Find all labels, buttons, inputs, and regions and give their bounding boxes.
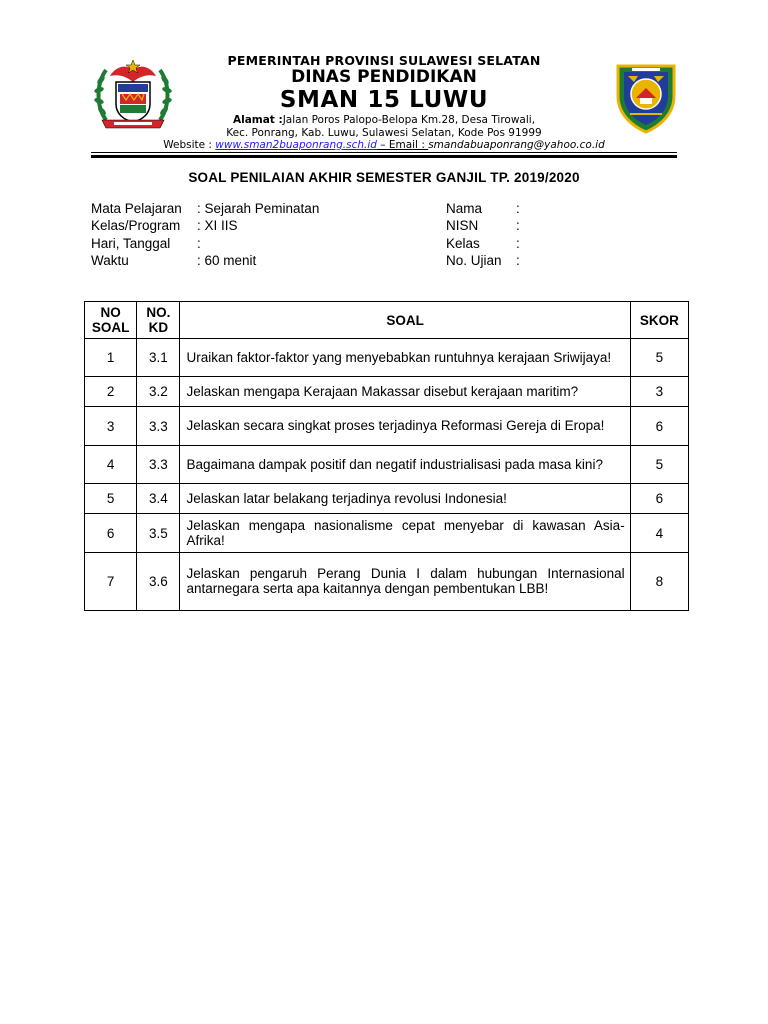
header-soal: SOAL: [180, 302, 630, 339]
cell-no: 6: [85, 514, 137, 553]
info-value: :: [516, 201, 520, 216]
info-value: :: [516, 218, 520, 234]
info-row-date: [91, 235, 319, 252]
address-line: [88, 114, 680, 127]
letterhead-divider-thick: [91, 155, 677, 158]
info-label: Kelas: [446, 235, 480, 251]
info-value: :: [516, 235, 520, 251]
cell-score: 6: [630, 484, 688, 514]
cell-no: 2: [85, 377, 137, 407]
info-value: :: [197, 235, 201, 251]
cell-question: Jelaskan mengapa Kerajaan Makassar disebut kerajaan maritim?: [180, 377, 630, 407]
cell-kd: 3.1: [137, 339, 180, 377]
info-value: : XI IIS: [197, 218, 238, 234]
cell-question: Jelaskan secara singkat proses terjadinya Reformasi Gereja di Eropa!: [180, 407, 630, 446]
cell-score: 6: [630, 407, 688, 446]
cell-question: Bagaimana dampak positif dan negatif industrialisasi pada masa kini?: [180, 446, 630, 484]
cell-question: Uraikan faktor-faktor yang menyebabkan runtuhnya kerajaan Sriwijaya!: [180, 339, 630, 377]
table-row: [85, 377, 689, 407]
info-row-name: [446, 200, 520, 217]
cell-kd: 3.6: [137, 553, 180, 611]
cell-kd: 3.5: [137, 514, 180, 553]
cell-no: 5: [85, 484, 137, 514]
info-row-class: [446, 235, 520, 252]
cell-question: Jelaskan latar belakang terjadinya revolusi Indonesia!: [180, 484, 630, 514]
cell-score: 5: [630, 446, 688, 484]
cell-no: 3: [85, 407, 137, 446]
info-value: :: [516, 252, 520, 268]
info-row-subject: [91, 200, 319, 217]
cell-no: 4: [85, 446, 137, 484]
cell-score: 4: [630, 514, 688, 553]
school-name: SMAN 15 LUWU: [279, 87, 489, 113]
cell-kd: 3.2: [137, 377, 180, 407]
address-line-2: Kec. Ponrang, Kab. Luwu, Sulawesi Selatan, Kode Pos 91999: [226, 126, 542, 139]
info-label: Hari, Tanggal: [91, 235, 171, 251]
header-no-kd: NO. KD: [137, 302, 180, 339]
student-info-left: [91, 200, 319, 269]
table-row: [85, 553, 689, 611]
info-label: Kelas/Program: [91, 218, 181, 234]
email-label: – Email :: [376, 139, 429, 151]
question-table: [84, 301, 689, 611]
table-row: [85, 446, 689, 484]
info-row-duration: [91, 252, 319, 269]
info-label: NISN: [446, 218, 479, 234]
cell-score: 3: [630, 377, 688, 407]
info-label: No. Ujian: [446, 252, 502, 268]
cell-kd: 3.3: [137, 407, 180, 446]
info-row-nisn: [446, 217, 520, 234]
table-row: [85, 407, 689, 446]
cell-no: 1: [85, 339, 137, 377]
header-no-soal: NO SOAL: [85, 302, 137, 339]
cell-score: 8: [630, 553, 688, 611]
table-row: [85, 514, 689, 553]
cell-score: 5: [630, 339, 688, 377]
info-label: Nama: [446, 201, 483, 216]
info-value: : Sejarah Peminatan: [197, 201, 320, 216]
info-value: : 60 menit: [197, 252, 257, 268]
website-link[interactable]: www.sman2buaponrang.sch.id: [215, 139, 377, 151]
info-label: Waktu: [91, 252, 129, 268]
cell-no: 7: [85, 553, 137, 611]
cell-question: Jelaskan mengapa nasionalisme cepat menyebar di kawasan Asia-Afrika!: [180, 514, 630, 553]
letterhead-text: [88, 50, 680, 152]
contact-line: [88, 139, 680, 152]
address-text: Jalan Poros Palopo-Belopa Km.28, Desa Tirowali,: [282, 114, 536, 126]
department-line: DINAS PENDIDIKAN: [291, 67, 477, 87]
website-label: Website :: [163, 139, 216, 151]
info-row-exam-number: [446, 252, 520, 269]
email-address: smandabuaponrang@yahoo.co.id: [428, 139, 605, 151]
cell-question: Jelaskan pengaruh Perang Dunia I dalam hubungan Internasional antarnegara serta apa kaitannya dengan pembentukan LBB!: [180, 553, 630, 611]
exam-title: SOAL PENILAIAN AKHIR SEMESTER GANJIL TP. 2019/2020: [188, 170, 580, 185]
header-skor: SKOR: [630, 302, 688, 339]
address-label: Alamat :: [232, 114, 283, 126]
info-row-class-program: [91, 217, 319, 234]
table-row: [85, 484, 689, 514]
table-header-row: [85, 302, 689, 339]
letterhead-divider-thin: [91, 152, 677, 153]
table-row: [85, 339, 689, 377]
cell-kd: 3.4: [137, 484, 180, 514]
student-info-right: [446, 200, 520, 269]
info-label: Mata Pelajaran: [91, 201, 182, 216]
cell-kd: 3.3: [137, 446, 180, 484]
letterhead: [88, 50, 680, 158]
government-line: PEMERINTAH PROVINSI SULAWESI SELATAN: [227, 53, 541, 68]
